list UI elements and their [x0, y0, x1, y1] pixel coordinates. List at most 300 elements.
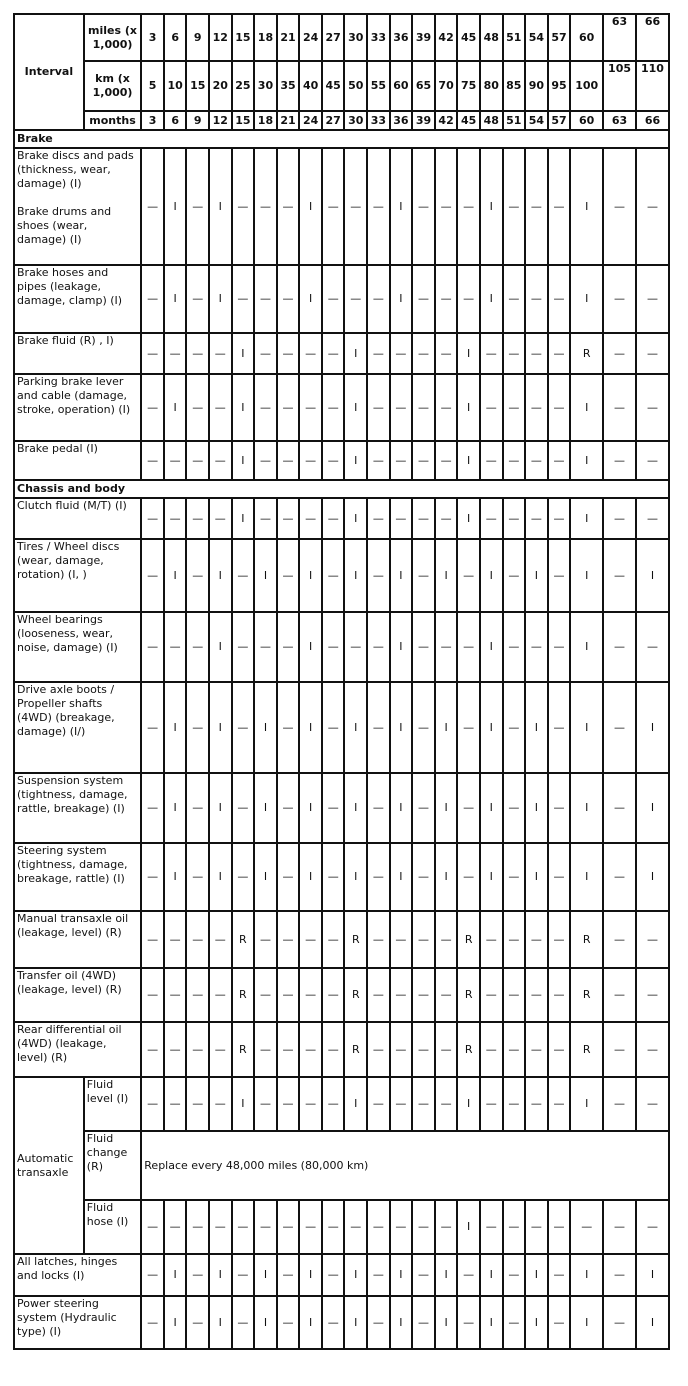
schedule-cell: —	[603, 265, 636, 333]
schedule-cell: —	[603, 1200, 636, 1254]
table-row	[14, 911, 669, 968]
schedule-cell: —	[525, 1022, 548, 1077]
km-label: km (x 1,000)	[84, 61, 141, 111]
schedule-cell: —	[322, 682, 345, 773]
schedule-cell: —	[548, 682, 571, 773]
schedule-cell: I	[344, 498, 367, 539]
schedule-cell: —	[322, 612, 345, 682]
schedule-cell: —	[412, 441, 435, 480]
months-value: 51	[503, 111, 526, 130]
schedule-cell: —	[503, 1200, 526, 1254]
subitem-label: Fluid level (I)	[84, 1077, 141, 1131]
schedule-cell: —	[277, 539, 300, 612]
miles-value: 12	[209, 14, 232, 61]
schedule-cell: —	[164, 1022, 187, 1077]
table-row	[14, 1296, 669, 1349]
schedule-cell: —	[209, 968, 232, 1022]
months-value: 36	[390, 111, 413, 130]
schedule-cell: —	[525, 1077, 548, 1131]
schedule-cell: I	[570, 148, 603, 265]
km-value: 30	[254, 61, 277, 111]
schedule-cell: —	[141, 1296, 164, 1349]
schedule-cell: I	[570, 374, 603, 441]
schedule-cell: I	[570, 1296, 603, 1349]
schedule-cell: —	[636, 1200, 669, 1254]
schedule-cell: I	[232, 441, 255, 480]
schedule-cell: —	[636, 1022, 669, 1077]
schedule-cell: —	[232, 148, 255, 265]
miles-value: 66	[636, 14, 669, 61]
schedule-cell: —	[186, 911, 209, 968]
table-row	[14, 1022, 669, 1077]
schedule-cell: —	[299, 1022, 322, 1077]
item-label: Suspension system (tightness, damage, rattle, breakage) (I)	[14, 773, 141, 843]
schedule-cell: —	[164, 1077, 187, 1131]
schedule-cell: I	[457, 333, 480, 374]
months-value: 3	[141, 111, 164, 130]
months-value: 39	[412, 111, 435, 130]
schedule-cell: —	[322, 1200, 345, 1254]
item-label: Manual transaxle oil (leakage, level) (R)	[14, 911, 141, 968]
schedule-cell: —	[277, 441, 300, 480]
km-value: 45	[322, 61, 345, 111]
miles-value: 18	[254, 14, 277, 61]
schedule-cell: I	[344, 1296, 367, 1349]
months-value: 18	[254, 111, 277, 130]
schedule-cell: —	[503, 148, 526, 265]
schedule-cell: —	[254, 1022, 277, 1077]
schedule-cell: I	[390, 612, 413, 682]
miles-value: 36	[390, 14, 413, 61]
table-row	[14, 441, 669, 480]
schedule-cell: —	[232, 539, 255, 612]
schedule-cell: —	[322, 333, 345, 374]
item-label: All latches, hinges and locks (I)	[14, 1254, 141, 1296]
miles-value: 24	[299, 14, 322, 61]
schedule-cell: —	[344, 1200, 367, 1254]
schedule-cell: I	[299, 148, 322, 265]
subitem-label: Fluid change (R)	[84, 1131, 141, 1200]
schedule-cell: —	[636, 911, 669, 968]
schedule-cell: R	[232, 911, 255, 968]
schedule-cell: I	[232, 498, 255, 539]
schedule-cell: —	[209, 1077, 232, 1131]
schedule-cell: I	[525, 682, 548, 773]
section-title: Chassis and body	[14, 480, 669, 498]
schedule-cell: —	[367, 539, 390, 612]
replacement-note: Replace every 48,000 miles (80,000 km)	[141, 1131, 669, 1200]
schedule-cell: —	[186, 682, 209, 773]
schedule-cell: —	[435, 1022, 458, 1077]
schedule-cell: —	[548, 265, 571, 333]
schedule-cell: I	[570, 843, 603, 911]
schedule-cell: —	[548, 539, 571, 612]
schedule-cell: —	[548, 612, 571, 682]
schedule-cell: —	[367, 1254, 390, 1296]
schedule-cell: —	[480, 1200, 503, 1254]
miles-value: 51	[503, 14, 526, 61]
km-value: 90	[525, 61, 548, 111]
miles-label: miles (x 1,000)	[84, 14, 141, 61]
schedule-cell: —	[254, 374, 277, 441]
schedule-cell: I	[164, 773, 187, 843]
schedule-cell: —	[636, 612, 669, 682]
schedule-cell: —	[412, 968, 435, 1022]
schedule-cell: —	[186, 441, 209, 480]
schedule-cell: —	[503, 333, 526, 374]
km-value: 25	[232, 61, 255, 111]
km-value: 20	[209, 61, 232, 111]
schedule-cell: —	[603, 682, 636, 773]
schedule-cell: —	[636, 265, 669, 333]
months-value: 63	[603, 111, 636, 130]
schedule-cell: I	[636, 773, 669, 843]
schedule-cell: I	[390, 682, 413, 773]
maintenance-table	[13, 13, 670, 1350]
schedule-cell: —	[254, 968, 277, 1022]
schedule-cell: I	[480, 1254, 503, 1296]
schedule-cell: —	[603, 1077, 636, 1131]
schedule-cell: I	[570, 539, 603, 612]
schedule-cell: —	[367, 441, 390, 480]
schedule-cell: —	[412, 1200, 435, 1254]
miles-value: 60	[570, 14, 603, 61]
schedule-cell: I	[525, 539, 548, 612]
schedule-cell: —	[232, 265, 255, 333]
table-row	[14, 539, 669, 612]
schedule-cell: —	[254, 1200, 277, 1254]
schedule-cell: —	[164, 911, 187, 968]
schedule-cell: —	[322, 773, 345, 843]
schedule-cell: —	[277, 911, 300, 968]
schedule-cell: —	[548, 441, 571, 480]
schedule-cell: R	[570, 911, 603, 968]
schedule-cell: —	[367, 265, 390, 333]
schedule-cell: I	[636, 682, 669, 773]
schedule-cell: —	[367, 773, 390, 843]
schedule-cell: —	[322, 539, 345, 612]
schedule-cell: —	[344, 265, 367, 333]
schedule-cell: —	[457, 1254, 480, 1296]
item-label: Transfer oil (4WD) (leakage, level) (R)	[14, 968, 141, 1022]
km-value: 40	[299, 61, 322, 111]
schedule-cell: —	[412, 911, 435, 968]
schedule-cell: I	[480, 843, 503, 911]
schedule-cell: —	[141, 682, 164, 773]
schedule-cell: I	[435, 773, 458, 843]
schedule-cell: —	[186, 1077, 209, 1131]
item-label: Brake fluid (R) , I)	[14, 333, 141, 374]
miles-value: 21	[277, 14, 300, 61]
schedule-cell: —	[277, 1200, 300, 1254]
schedule-cell: —	[322, 441, 345, 480]
schedule-cell: I	[435, 682, 458, 773]
schedule-cell: —	[277, 682, 300, 773]
schedule-cell: —	[412, 265, 435, 333]
schedule-cell: —	[322, 374, 345, 441]
schedule-cell: I	[209, 1296, 232, 1349]
schedule-cell: —	[299, 441, 322, 480]
km-value: 15	[186, 61, 209, 111]
schedule-cell: I	[636, 843, 669, 911]
schedule-cell: —	[636, 441, 669, 480]
schedule-cell: —	[209, 911, 232, 968]
schedule-cell: —	[390, 333, 413, 374]
schedule-cell: —	[367, 333, 390, 374]
schedule-cell: —	[254, 333, 277, 374]
schedule-cell: I	[209, 843, 232, 911]
miles-value: 27	[322, 14, 345, 61]
schedule-cell: —	[548, 148, 571, 265]
schedule-cell: I	[457, 374, 480, 441]
interval-label: Interval	[14, 14, 84, 130]
schedule-cell: —	[548, 843, 571, 911]
schedule-cell: I	[299, 843, 322, 911]
schedule-cell: —	[322, 1022, 345, 1077]
header-row-km	[14, 61, 669, 111]
schedule-cell: —	[548, 968, 571, 1022]
schedule-cell: —	[141, 148, 164, 265]
schedule-cell: I	[636, 1296, 669, 1349]
schedule-cell: —	[636, 333, 669, 374]
schedule-cell: —	[141, 441, 164, 480]
table-row	[14, 612, 669, 682]
months-value: 42	[435, 111, 458, 130]
schedule-cell: —	[503, 1077, 526, 1131]
schedule-cell: I	[570, 773, 603, 843]
schedule-cell: —	[367, 148, 390, 265]
months-value: 27	[322, 111, 345, 130]
schedule-cell: —	[299, 333, 322, 374]
schedule-cell: —	[254, 1077, 277, 1131]
schedule-cell: I	[299, 1296, 322, 1349]
schedule-cell: —	[435, 1077, 458, 1131]
table-row	[14, 1131, 669, 1200]
miles-value: 63	[603, 14, 636, 61]
months-value: 57	[548, 111, 571, 130]
miles-value: 33	[367, 14, 390, 61]
schedule-cell: —	[232, 682, 255, 773]
schedule-cell: —	[254, 612, 277, 682]
schedule-cell: —	[435, 333, 458, 374]
schedule-cell: —	[503, 265, 526, 333]
schedule-cell: —	[141, 773, 164, 843]
schedule-cell: —	[412, 1254, 435, 1296]
schedule-cell: —	[435, 374, 458, 441]
schedule-cell: —	[390, 498, 413, 539]
schedule-cell: —	[232, 1200, 255, 1254]
km-value: 80	[480, 61, 503, 111]
schedule-cell: —	[367, 498, 390, 539]
schedule-cell: —	[186, 1296, 209, 1349]
schedule-cell: —	[603, 498, 636, 539]
schedule-cell: —	[480, 968, 503, 1022]
schedule-cell: —	[277, 374, 300, 441]
schedule-cell: —	[412, 498, 435, 539]
km-value: 5	[141, 61, 164, 111]
schedule-cell: —	[457, 682, 480, 773]
schedule-cell: —	[277, 1022, 300, 1077]
schedule-cell: —	[435, 911, 458, 968]
schedule-cell: I	[390, 265, 413, 333]
schedule-cell: —	[636, 498, 669, 539]
schedule-cell: —	[277, 1077, 300, 1131]
miles-value: 57	[548, 14, 571, 61]
schedule-cell: —	[322, 148, 345, 265]
schedule-cell: —	[164, 441, 187, 480]
schedule-cell: —	[503, 773, 526, 843]
table-row	[14, 148, 669, 265]
schedule-cell: —	[141, 498, 164, 539]
schedule-cell: R	[457, 911, 480, 968]
schedule-cell: —	[480, 374, 503, 441]
months-label: months	[84, 111, 141, 130]
schedule-cell: —	[322, 498, 345, 539]
schedule-cell: I	[570, 682, 603, 773]
schedule-cell: —	[164, 1200, 187, 1254]
schedule-cell: —	[277, 265, 300, 333]
schedule-cell: I	[344, 1254, 367, 1296]
schedule-cell: —	[209, 333, 232, 374]
schedule-cell: I	[344, 441, 367, 480]
schedule-cell: —	[525, 441, 548, 480]
schedule-cell: —	[141, 843, 164, 911]
schedule-cell: I	[164, 843, 187, 911]
schedule-cell: —	[254, 441, 277, 480]
km-value: 95	[548, 61, 571, 111]
schedule-cell: —	[457, 612, 480, 682]
schedule-cell: —	[503, 498, 526, 539]
schedule-cell: —	[209, 1200, 232, 1254]
schedule-cell: —	[636, 148, 669, 265]
schedule-cell: —	[480, 441, 503, 480]
schedule-cell: —	[480, 911, 503, 968]
schedule-cell: —	[367, 612, 390, 682]
schedule-cell: I	[299, 1254, 322, 1296]
item-label: Rear differential oil (4WD) (leakage, level) (R)	[14, 1022, 141, 1077]
schedule-cell: I	[570, 1254, 603, 1296]
schedule-cell: I	[525, 773, 548, 843]
schedule-cell: —	[636, 1077, 669, 1131]
schedule-cell: I	[344, 374, 367, 441]
schedule-cell: R	[344, 911, 367, 968]
schedule-cell: —	[503, 612, 526, 682]
schedule-cell: —	[525, 148, 548, 265]
schedule-cell: —	[164, 333, 187, 374]
schedule-cell: —	[548, 1077, 571, 1131]
schedule-cell: I	[299, 773, 322, 843]
schedule-cell: I	[480, 612, 503, 682]
schedule-cell: —	[367, 374, 390, 441]
schedule-cell: —	[457, 1296, 480, 1349]
schedule-cell: I	[164, 265, 187, 333]
schedule-cell: —	[412, 1296, 435, 1349]
schedule-cell: —	[277, 148, 300, 265]
schedule-cell: —	[525, 498, 548, 539]
header-row-months	[14, 111, 669, 130]
km-value: 50	[344, 61, 367, 111]
group-label: Automatic transaxle	[14, 1077, 84, 1254]
schedule-cell: I	[164, 682, 187, 773]
schedule-cell: —	[186, 612, 209, 682]
schedule-cell: —	[254, 498, 277, 539]
item-label: Power steering system (Hydraulic type) (I)	[14, 1296, 141, 1349]
km-value: 60	[390, 61, 413, 111]
schedule-cell: —	[603, 1254, 636, 1296]
schedule-cell: I	[390, 1254, 413, 1296]
schedule-cell: —	[209, 1022, 232, 1077]
table-row	[14, 265, 669, 333]
months-value: 6	[164, 111, 187, 130]
schedule-cell: —	[503, 1254, 526, 1296]
item-label: Clutch fluid (M/T) (I)	[14, 498, 141, 539]
schedule-cell: I	[525, 843, 548, 911]
schedule-cell: —	[164, 968, 187, 1022]
schedule-cell: I	[209, 539, 232, 612]
schedule-cell: R	[232, 1022, 255, 1077]
schedule-cell: —	[503, 1022, 526, 1077]
table-row	[14, 333, 669, 374]
schedule-cell: —	[299, 1077, 322, 1131]
schedule-cell: —	[390, 1022, 413, 1077]
schedule-cell: —	[141, 265, 164, 333]
schedule-cell: I	[525, 1254, 548, 1296]
schedule-cell: —	[435, 498, 458, 539]
schedule-cell: —	[525, 612, 548, 682]
table-row	[14, 968, 669, 1022]
km-value: 10	[164, 61, 187, 111]
months-value: 30	[344, 111, 367, 130]
schedule-cell: —	[209, 498, 232, 539]
schedule-cell: —	[435, 1200, 458, 1254]
section-row	[14, 480, 669, 498]
schedule-cell: —	[141, 612, 164, 682]
item-label: Brake pedal (I)	[14, 441, 141, 480]
schedule-cell: —	[412, 1022, 435, 1077]
schedule-cell: I	[457, 441, 480, 480]
schedule-cell: R	[570, 968, 603, 1022]
schedule-cell: —	[548, 498, 571, 539]
schedule-cell: —	[525, 333, 548, 374]
schedule-cell: —	[186, 265, 209, 333]
schedule-cell: —	[186, 539, 209, 612]
item-label: Parking brake lever and cable (damage, stroke, operation) (I)	[14, 374, 141, 441]
schedule-cell: I	[232, 1077, 255, 1131]
schedule-cell: I	[525, 1296, 548, 1349]
schedule-cell: —	[299, 968, 322, 1022]
schedule-cell: I	[344, 539, 367, 612]
miles-value: 54	[525, 14, 548, 61]
schedule-cell: —	[503, 441, 526, 480]
schedule-cell: I	[254, 1254, 277, 1296]
schedule-cell: —	[390, 968, 413, 1022]
schedule-cell: I	[435, 1296, 458, 1349]
schedule-cell: —	[457, 265, 480, 333]
schedule-cell: —	[367, 1296, 390, 1349]
schedule-cell: —	[141, 1200, 164, 1254]
schedule-cell: —	[548, 374, 571, 441]
schedule-cell: —	[209, 374, 232, 441]
schedule-cell: I	[390, 773, 413, 843]
item-label: Wheel bearings (looseness, wear, noise, damage) (I)	[14, 612, 141, 682]
schedule-cell: —	[232, 773, 255, 843]
schedule-cell: —	[254, 265, 277, 333]
schedule-cell: —	[209, 441, 232, 480]
months-value: 33	[367, 111, 390, 130]
item-label: Drive axle boots / Propeller shafts (4WD) (breakage, damage) (I/)	[14, 682, 141, 773]
km-value: 75	[457, 61, 480, 111]
schedule-cell: —	[141, 1022, 164, 1077]
